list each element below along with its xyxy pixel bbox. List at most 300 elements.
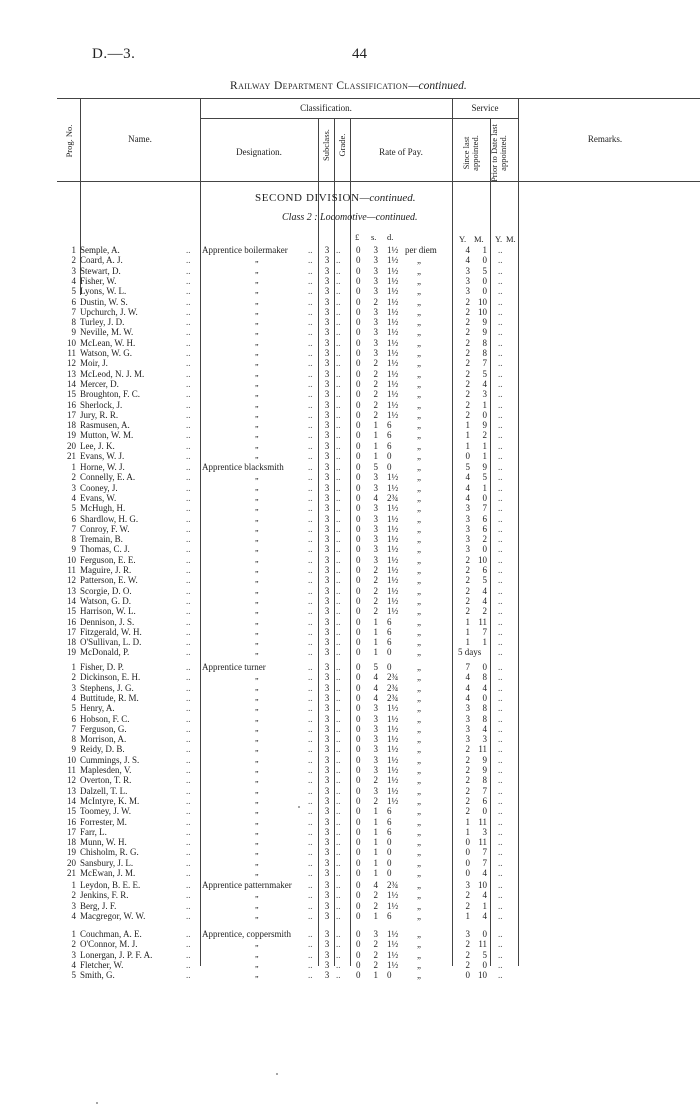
- table-row: [0, 901, 700, 911]
- prog-number: 7: [71, 523, 76, 534]
- table-row: [0, 276, 700, 286]
- person-name: Stephens, J. G.: [80, 682, 134, 693]
- leader-dots: ..: [186, 245, 191, 255]
- table-row: [0, 286, 700, 296]
- designation-ditto: „: [255, 327, 259, 337]
- pay-shillings: 3: [373, 255, 378, 266]
- pay-pence: 1½: [387, 306, 399, 317]
- subclass-value: 3: [324, 544, 330, 555]
- leader-dots: ..: [186, 451, 191, 461]
- table-row: [0, 755, 700, 765]
- pay-pence: 1½: [387, 534, 399, 545]
- service-years: 5 days: [458, 647, 482, 658]
- table-row: [0, 858, 700, 868]
- prog-number: 4: [71, 275, 76, 286]
- grade-value: ..: [336, 900, 341, 911]
- grade-value: ..: [336, 754, 341, 765]
- pay-pounds: 0: [356, 929, 361, 939]
- prog-number: 17: [67, 826, 76, 837]
- grade-value: ..: [336, 255, 341, 266]
- pay-pence: 0: [387, 857, 392, 868]
- pay-pence: 6: [387, 440, 392, 451]
- prog-number: 7: [71, 723, 76, 734]
- pay-pence: 2¾: [387, 672, 399, 683]
- prior-service: ..: [498, 826, 503, 837]
- service-years: 2: [465, 939, 470, 950]
- leader-dots: ..: [308, 399, 313, 410]
- person-name: Couchman, A. E.: [80, 929, 142, 939]
- table-row: [0, 672, 700, 682]
- table-row: [0, 693, 700, 703]
- leader-dots: ..: [308, 970, 313, 981]
- person-name: O'Sullivan, L. D.: [80, 637, 142, 648]
- designation-ditto: „: [255, 595, 259, 605]
- service-years: 2: [465, 775, 470, 786]
- designation-ditto: „: [255, 399, 259, 409]
- service-months: 6: [482, 795, 487, 806]
- leader-dots: ..: [186, 910, 191, 921]
- service-months: 3: [482, 826, 487, 837]
- designation-ditto: „: [255, 754, 259, 764]
- leader-dots: ..: [308, 513, 313, 524]
- service-years: 1: [465, 430, 470, 441]
- service-years: 4: [465, 482, 470, 493]
- pay-shillings: 3: [373, 348, 378, 358]
- service-years: 4: [465, 692, 470, 703]
- leader-dots: ..: [308, 626, 313, 637]
- person-name: Dennison, J. S.: [80, 616, 135, 627]
- service-months: 4: [482, 595, 487, 606]
- leader-dots: ..: [186, 816, 191, 827]
- leader-dots: ..: [308, 703, 313, 714]
- pay-pence: 1½: [387, 723, 399, 734]
- pay-pounds: 0: [356, 785, 361, 796]
- pay-period: „: [417, 647, 421, 658]
- prog-number: 19: [67, 647, 76, 658]
- subclass-value: 3: [324, 275, 330, 286]
- leader-dots: ..: [308, 868, 313, 878]
- prior-service: ..: [498, 544, 503, 555]
- prior-service: ..: [498, 534, 503, 545]
- subclass-value: 3: [324, 440, 330, 451]
- grade-value: ..: [336, 368, 341, 379]
- leader-dots: ..: [308, 420, 313, 431]
- leader-dots: ..: [186, 647, 191, 658]
- header-classification: Classification.: [300, 103, 352, 113]
- service-months: 0: [482, 492, 487, 503]
- subclass-value: 3: [324, 626, 330, 637]
- leader-dots: ..: [186, 754, 191, 765]
- service-months: 11: [478, 744, 487, 755]
- table-row: [0, 960, 700, 970]
- pay-pence: 1½: [387, 327, 399, 338]
- prog-number: 1: [71, 662, 76, 672]
- pay-shillings: 2: [373, 389, 378, 400]
- service-years: 0: [465, 451, 470, 461]
- table-row: [0, 389, 700, 399]
- pay-period: „: [417, 544, 421, 555]
- prog-number: 12: [67, 358, 76, 369]
- prior-service: ..: [498, 939, 503, 950]
- pay-pence: 1½: [387, 606, 399, 617]
- subclass-value: 3: [324, 327, 330, 338]
- prior-service: ..: [498, 703, 503, 714]
- pay-period: „: [417, 672, 421, 683]
- table-row: [0, 534, 700, 544]
- service-months: 4: [482, 585, 487, 596]
- table-row: [0, 950, 700, 960]
- prior-service: ..: [498, 378, 503, 389]
- pay-pounds: 0: [356, 513, 361, 524]
- pay-pence: 1½: [387, 795, 399, 806]
- grade-value: ..: [336, 857, 341, 868]
- service-years: 2: [465, 744, 470, 755]
- leader-dots: ..: [308, 754, 313, 765]
- pay-period: „: [417, 826, 421, 837]
- pay-pence: 1½: [387, 785, 399, 796]
- pay-shillings: 1: [373, 868, 378, 878]
- pay-shillings: 1: [373, 847, 378, 858]
- leader-dots: ..: [308, 744, 313, 755]
- grade-value: ..: [336, 775, 341, 786]
- grade-value: ..: [336, 348, 341, 358]
- subclass-value: 3: [324, 378, 330, 389]
- pay-pence: 1½: [387, 565, 399, 575]
- pay-pence: 1½: [387, 409, 399, 420]
- service-months: 11: [478, 616, 487, 627]
- pay-period: per diem: [405, 245, 437, 255]
- table-row: [0, 493, 700, 503]
- designation-ditto: „: [255, 890, 259, 900]
- service-months: 10: [478, 880, 487, 890]
- service-months: 2: [482, 534, 487, 545]
- pay-period: „: [417, 430, 421, 441]
- designation-ditto: „: [255, 451, 259, 460]
- leader-dots: ..: [186, 723, 191, 734]
- prior-service: ..: [498, 910, 503, 921]
- prior-service: ..: [498, 255, 503, 266]
- pay-pence: 0: [387, 970, 392, 981]
- pay-pounds: 0: [356, 890, 361, 901]
- prog-number: 8: [71, 317, 76, 328]
- table-row: [0, 462, 700, 472]
- leader-dots: ..: [308, 595, 313, 606]
- pay-shillings: 3: [373, 534, 378, 545]
- scan-speck: [96, 1102, 98, 1104]
- service-years: 3: [465, 929, 470, 939]
- grade-value: ..: [336, 626, 341, 637]
- prior-service: ..: [498, 337, 503, 348]
- subclass-value: 3: [324, 959, 330, 970]
- service-years: 2: [465, 606, 470, 617]
- designation-ditto: „: [255, 430, 259, 440]
- table-row: [0, 880, 700, 890]
- designation-ditto: „: [255, 682, 259, 692]
- pay-pence: 6: [387, 626, 392, 637]
- prog-number: 18: [67, 837, 76, 848]
- service-years: 2: [465, 806, 470, 817]
- pay-period: „: [417, 949, 421, 960]
- pay-period: „: [417, 595, 421, 606]
- pay-period: „: [417, 900, 421, 911]
- subclass-value: 3: [324, 451, 330, 461]
- designation-ditto: „: [255, 775, 259, 785]
- service-years: 4: [465, 492, 470, 503]
- pay-pounds: 0: [356, 816, 361, 827]
- leader-dots: ..: [308, 910, 313, 921]
- pay-pounds: 0: [356, 868, 361, 878]
- prog-number: 10: [67, 754, 76, 765]
- pay-shillings: 3: [373, 317, 378, 328]
- pay-pounds: 0: [356, 647, 361, 658]
- prior-service: ..: [498, 868, 503, 878]
- subclass-value: 3: [324, 348, 330, 358]
- service-months: 5: [482, 368, 487, 379]
- pay-pence: 1½: [387, 337, 399, 348]
- leader-dots: ..: [308, 472, 313, 483]
- designation-ditto: „: [255, 286, 259, 296]
- table-row: [0, 514, 700, 524]
- pay-pence: 6: [387, 637, 392, 648]
- pay-pounds: 0: [356, 255, 361, 266]
- pay-period: „: [417, 575, 421, 586]
- prior-service: ..: [498, 744, 503, 755]
- subclass-value: 3: [324, 880, 330, 890]
- table-row: [0, 379, 700, 389]
- subclass-value: 3: [324, 399, 330, 410]
- pay-period: „: [417, 513, 421, 524]
- pay-pence: 6: [387, 806, 392, 817]
- grade-value: ..: [336, 409, 341, 420]
- leader-dots: ..: [186, 575, 191, 586]
- prior-service: ..: [498, 595, 503, 606]
- document-id: D.—3.: [92, 46, 136, 62]
- unit-pounds: £: [355, 232, 360, 242]
- person-name: Lonergan, J. P. F. A.: [80, 949, 153, 960]
- subclass-value: 3: [324, 970, 330, 981]
- leader-dots: ..: [186, 616, 191, 627]
- pay-pounds: 0: [356, 847, 361, 858]
- service-years: 3: [465, 275, 470, 286]
- designation-ditto: „: [255, 265, 259, 275]
- prog-number: 9: [71, 327, 76, 338]
- designation-ditto: „: [255, 959, 259, 969]
- service-years: 2: [465, 348, 470, 358]
- prior-service: ..: [498, 765, 503, 775]
- grade-value: ..: [336, 939, 341, 950]
- leader-dots: ..: [186, 296, 191, 307]
- leader-dots: ..: [186, 462, 191, 472]
- table-row: [0, 744, 700, 754]
- person-name: Thomas, C. J.: [80, 544, 130, 555]
- leader-dots: ..: [308, 890, 313, 901]
- prior-service: ..: [498, 503, 503, 514]
- pay-pence: 0: [387, 868, 392, 878]
- subclass-value: 3: [324, 255, 330, 266]
- service-months: 1: [482, 245, 487, 255]
- designation-ditto: „: [255, 544, 259, 554]
- service-years: 3: [465, 713, 470, 724]
- subclass-value: 3: [324, 286, 330, 297]
- service-years: 2: [465, 890, 470, 901]
- grade-value: ..: [336, 806, 341, 817]
- leader-dots: ..: [186, 265, 191, 276]
- prior-service: ..: [498, 857, 503, 868]
- header-since-last: Since last appointed.: [461, 135, 480, 171]
- table-row: [0, 297, 700, 307]
- table-row: [0, 637, 700, 647]
- service-months: 8: [482, 775, 487, 786]
- prog-number: 21: [67, 868, 76, 878]
- pay-pounds: 0: [356, 595, 361, 606]
- leader-dots: ..: [308, 327, 313, 338]
- designation-ditto: „: [255, 785, 259, 795]
- leader-dots: ..: [186, 626, 191, 637]
- table-row: [0, 970, 700, 980]
- service-months: 0: [482, 692, 487, 703]
- grade-value: ..: [336, 616, 341, 627]
- table-row: [0, 544, 700, 554]
- service-months: 0: [482, 275, 487, 286]
- leader-dots: ..: [186, 534, 191, 545]
- service-years: 7: [465, 662, 470, 672]
- service-years: 1: [465, 816, 470, 827]
- prog-number: 5: [71, 703, 76, 714]
- prior-service: ..: [498, 317, 503, 328]
- pay-pence: 1½: [387, 472, 399, 483]
- pay-pounds: 0: [356, 389, 361, 400]
- leader-dots: ..: [186, 554, 191, 565]
- table-row: [0, 647, 700, 657]
- leader-dots: ..: [308, 692, 313, 703]
- prog-number: 17: [67, 409, 76, 420]
- designation-ditto: „: [255, 765, 259, 774]
- pay-pounds: 0: [356, 662, 361, 672]
- leader-dots: ..: [186, 662, 191, 672]
- table-row: [0, 338, 700, 348]
- prior-service: ..: [498, 785, 503, 796]
- designation-ditto: „: [255, 306, 259, 316]
- service-months: 11: [478, 816, 487, 827]
- prior-service: ..: [498, 647, 503, 658]
- service-months: 7: [482, 503, 487, 514]
- header-prog-no: Prog. No.: [64, 124, 74, 158]
- service-years: 1: [465, 626, 470, 637]
- unit-months: M.: [474, 234, 484, 244]
- designation-ditto: „: [255, 734, 259, 744]
- leader-dots: ..: [186, 472, 191, 483]
- person-name: Cummings, J. S.: [80, 754, 140, 765]
- subclass-value: 3: [324, 575, 330, 586]
- pay-pounds: 0: [356, 795, 361, 806]
- pay-pounds: 0: [356, 565, 361, 575]
- leader-dots: ..: [308, 317, 313, 328]
- pay-pounds: 0: [356, 523, 361, 534]
- service-months: 9: [482, 462, 487, 472]
- designation-ditto: „: [255, 358, 259, 368]
- pay-shillings: 2: [373, 959, 378, 970]
- pay-period: „: [417, 868, 421, 878]
- leader-dots: ..: [186, 255, 191, 266]
- grade-value: ..: [336, 692, 341, 703]
- pay-period: „: [417, 662, 421, 672]
- grade-value: ..: [336, 703, 341, 714]
- pay-period: „: [417, 565, 421, 575]
- prog-number: 5: [71, 286, 76, 297]
- pay-shillings: 4: [373, 492, 378, 503]
- pay-pence: 0: [387, 462, 392, 472]
- designation-ditto: „: [255, 692, 259, 702]
- leader-dots: ..: [186, 595, 191, 606]
- table-row: [0, 307, 700, 317]
- prog-number: 21: [67, 451, 76, 461]
- pay-period: „: [417, 929, 421, 939]
- pay-shillings: 2: [373, 409, 378, 420]
- pay-pounds: 0: [356, 440, 361, 451]
- pay-period: „: [417, 472, 421, 483]
- leader-dots: ..: [308, 939, 313, 950]
- table-row: [0, 451, 700, 461]
- designation-ditto: „: [255, 296, 259, 306]
- subclass-value: 3: [324, 744, 330, 755]
- table-row: [0, 724, 700, 734]
- subclass-value: 3: [324, 816, 330, 827]
- service-months: 1: [482, 399, 487, 410]
- pay-pence: 1½: [387, 255, 399, 266]
- prog-number: 18: [67, 637, 76, 648]
- prior-service: ..: [498, 275, 503, 286]
- person-name: Reidy, D. B.: [80, 744, 125, 755]
- subclass-value: 3: [324, 245, 330, 255]
- pay-period: „: [417, 462, 421, 472]
- designation: Apprentice, coppersmith: [202, 929, 291, 939]
- leader-dots: ..: [308, 713, 313, 724]
- service-months: 0: [482, 255, 487, 266]
- table-row: [0, 358, 700, 368]
- header-top-rule: [57, 98, 700, 99]
- service-months: 1: [482, 482, 487, 493]
- pay-pounds: 0: [356, 544, 361, 555]
- pay-pounds: 0: [356, 348, 361, 358]
- service-years: 3: [465, 265, 470, 276]
- service-years: 1: [465, 637, 470, 648]
- prior-service: ..: [498, 795, 503, 806]
- person-name: Mutton, W. M.: [80, 430, 134, 441]
- pay-period: „: [417, 806, 421, 817]
- pay-pounds: 0: [356, 451, 361, 461]
- leader-dots: ..: [308, 544, 313, 555]
- prog-number: 4: [71, 492, 76, 503]
- leader-dots: ..: [186, 785, 191, 796]
- table-row: [0, 317, 700, 327]
- subclass-value: 3: [324, 616, 330, 627]
- page-title: [230, 80, 467, 92]
- person-name: Stewart, D.: [80, 265, 121, 276]
- prog-number: 12: [67, 575, 76, 586]
- service-months: 0: [482, 806, 487, 817]
- prior-service: ..: [498, 672, 503, 683]
- pay-period: „: [417, 358, 421, 369]
- prior-service: ..: [498, 734, 503, 745]
- grade-value: ..: [336, 430, 341, 441]
- pay-shillings: 3: [373, 275, 378, 286]
- header-name: Name.: [128, 134, 152, 144]
- service-months: 1: [482, 440, 487, 451]
- pay-pounds: 0: [356, 637, 361, 648]
- leader-dots: ..: [308, 296, 313, 307]
- grade-value: ..: [336, 337, 341, 348]
- pay-period: „: [417, 703, 421, 714]
